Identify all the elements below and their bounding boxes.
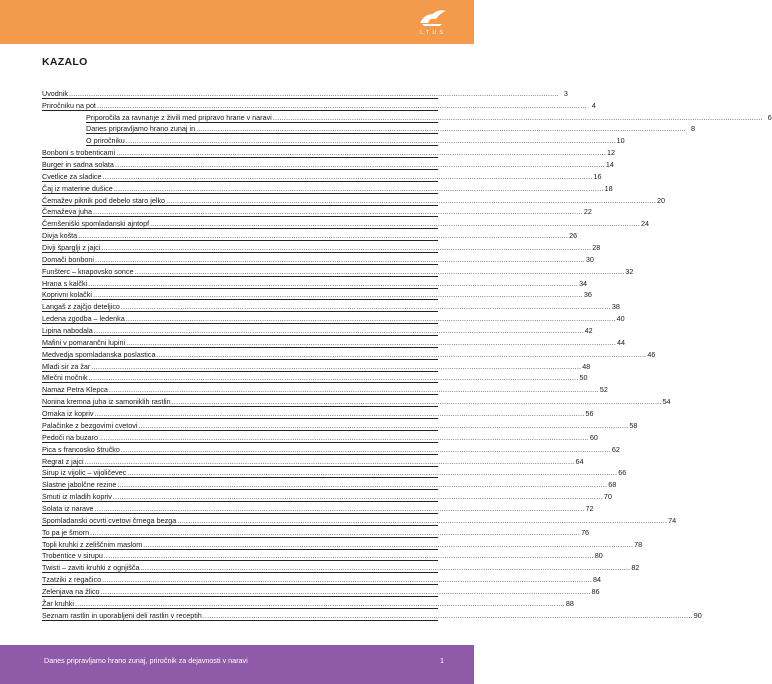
toc-entry[interactable] xyxy=(42,146,616,158)
toc-entry[interactable] xyxy=(42,182,613,194)
toc-entry-label: Priročniku na pot xyxy=(42,100,96,110)
toc-entry-label: Trobentice v sirupu xyxy=(42,551,103,561)
toc-entry-page: 58 xyxy=(629,420,638,430)
toc-entry-label: O priročniku xyxy=(86,136,125,146)
toc-entry[interactable] xyxy=(42,241,601,253)
toc-dot-leader xyxy=(127,468,617,477)
toc-dot-leader xyxy=(273,113,763,122)
toc-entry-page: 78 xyxy=(634,539,643,549)
toc-dot-leader xyxy=(121,445,611,454)
toc-entry[interactable] xyxy=(42,597,574,609)
toc-entry-label: Medvedja spomladanska poslastica xyxy=(42,349,156,359)
toc-entry-page: 18 xyxy=(604,183,613,193)
toc-entry[interactable] xyxy=(42,324,593,336)
toc-dot-leader xyxy=(114,184,604,193)
toc-entry-label: Seznam rastlin in uporabljeni deli rastlin v receptih xyxy=(42,610,202,620)
toc-entry-label: Danes pripravljamo hrano zunaj in xyxy=(86,124,196,134)
toc-entry-page: 72 xyxy=(585,503,594,513)
toc-entry-label: Bonboni s trobenticami xyxy=(42,148,116,158)
toc-entry-label: Cvetlice za sladice xyxy=(42,171,102,181)
toc-entry[interactable] xyxy=(42,158,614,170)
toc-entry-label: Pica s francosko štručko xyxy=(42,444,120,454)
toc-entry[interactable] xyxy=(42,217,649,229)
toc-entry[interactable] xyxy=(42,87,568,99)
toc-entry[interactable] xyxy=(42,312,625,324)
toc-entry-page: 56 xyxy=(585,409,594,419)
toc-entry-label: Divji šparglji z jajci xyxy=(42,243,101,253)
toc-entry-label: Domači bonboni xyxy=(42,254,94,264)
toc-entry[interactable] xyxy=(42,289,592,301)
toc-dot-leader xyxy=(95,255,585,264)
toc-entry-label: Čemaževa juha xyxy=(42,207,92,217)
toc-entry-page: 8 xyxy=(691,124,695,134)
toc-entry[interactable] xyxy=(42,99,596,111)
toc-entry[interactable] xyxy=(42,194,665,206)
toc-dot-leader xyxy=(88,279,578,288)
toc-entry-label: Mladi sir za žar xyxy=(42,361,91,371)
toc-entry-label: Funšterc – knapovsko sonce xyxy=(42,266,134,276)
toc-entry-label: Koprivni kolački xyxy=(42,290,92,300)
toc-entry-page: 20 xyxy=(656,195,665,205)
toc-entry[interactable] xyxy=(42,336,626,348)
toc-dot-leader xyxy=(103,172,593,181)
toc-entry-label: Twisti – zaviti kruhki z ognjišča xyxy=(42,563,140,573)
toc-entry-page: 26 xyxy=(569,231,578,241)
toc-dot-leader xyxy=(91,362,581,371)
toc-dot-leader xyxy=(104,551,594,560)
toc-entry-page: 48 xyxy=(582,361,591,371)
toc-dot-leader xyxy=(135,267,625,276)
toc-entry-page: 34 xyxy=(579,278,588,288)
toc-dot-leader xyxy=(97,101,587,110)
toc-entry-label: Langaš z zajčjo deteljico xyxy=(42,302,120,312)
toc-entry-page: 10 xyxy=(616,136,625,146)
toc-entry-page: 70 xyxy=(603,492,612,502)
toc-entry[interactable] xyxy=(42,265,634,277)
footer-page-number: 1 xyxy=(440,656,444,665)
toc-entry-label: Solata iz narave xyxy=(42,503,94,513)
toc-entry[interactable] xyxy=(86,134,625,146)
toc-dot-leader xyxy=(69,89,559,98)
toc-entry-label: Ledena zgodba – ledenka xyxy=(42,314,125,324)
toc-dot-leader xyxy=(94,326,584,335)
toc-entry[interactable] xyxy=(42,526,590,538)
toc-entry-page: 80 xyxy=(594,551,603,561)
toc-entry-label: Priporočila za ravnanje z živili med pripravo hrane v naravi xyxy=(86,112,272,122)
toc-entry-page: 46 xyxy=(647,349,656,359)
toc-entry[interactable] xyxy=(42,419,638,431)
toc-dot-leader xyxy=(99,433,589,442)
toc-dot-leader xyxy=(166,196,656,205)
toc-entry[interactable] xyxy=(42,573,602,585)
toc-entry[interactable] xyxy=(42,253,594,265)
toc-entry-label: Omaka iz kopriv xyxy=(42,409,94,419)
toc-entry[interactable] xyxy=(42,443,620,455)
toc-dot-leader xyxy=(101,243,591,252)
toc-entry[interactable] xyxy=(42,467,627,479)
toc-entry[interactable] xyxy=(86,111,772,123)
toc-entry-label: Žar kruhki xyxy=(42,598,74,608)
toc-dot-leader xyxy=(90,528,580,537)
toc-dot-leader xyxy=(75,599,565,608)
toc-dot-leader xyxy=(140,563,630,572)
toc-dot-leader xyxy=(109,385,599,394)
toc-entry-page: 54 xyxy=(662,397,671,407)
toc-entry[interactable] xyxy=(42,383,608,395)
toc-dot-leader xyxy=(116,148,606,157)
toc-dot-leader xyxy=(113,492,603,501)
toc-entry-page: 86 xyxy=(591,586,600,596)
toc-entry[interactable] xyxy=(42,206,592,218)
toc-entry-page: 4 xyxy=(591,100,596,110)
toc-dot-leader xyxy=(126,338,616,347)
toc-entry-label: Pedoči na buzaro xyxy=(42,432,98,442)
toc-dot-leader xyxy=(126,314,616,323)
toc-dot-leader xyxy=(85,457,575,466)
toc-entry-page: 68 xyxy=(608,480,617,490)
toc-entry-label: To pa je šmorn xyxy=(42,527,90,537)
toc-entry-page: 84 xyxy=(593,575,602,585)
toc-entry-page: 50 xyxy=(579,373,588,383)
toc-dot-leader xyxy=(95,504,585,513)
toc-entry[interactable] xyxy=(42,455,584,467)
toc-entry-page: 28 xyxy=(592,243,601,253)
toc-entry-label: Topli kruhki z zeliščnim maslom xyxy=(42,539,143,549)
toc-dot-leader xyxy=(150,219,640,228)
toc-entry-label: Spomladanski ocvrti cvetovi črnega bezga xyxy=(42,515,177,525)
toc-entry[interactable] xyxy=(42,490,612,502)
toc-entry-page: 22 xyxy=(583,207,592,217)
toc-entry[interactable] xyxy=(42,372,588,384)
toc-dot-leader xyxy=(121,302,611,311)
footer-band xyxy=(0,645,474,684)
toc-entry[interactable] xyxy=(42,395,671,407)
toc-entry[interactable] xyxy=(42,277,588,289)
toc-entry-page: 44 xyxy=(617,337,626,347)
toc-dot-leader xyxy=(95,409,585,418)
toc-entry-page: 82 xyxy=(631,563,640,573)
toc-entry-label: Sirup iz vijolic – vijoličevec xyxy=(42,468,127,478)
toc-entry[interactable] xyxy=(42,348,656,360)
toc-entry-label: Uvodnik xyxy=(42,88,68,98)
toc-entry-page: 6 xyxy=(767,112,772,122)
toc-dot-leader xyxy=(78,231,568,240)
toc-entry[interactable] xyxy=(42,550,603,562)
bird-logo-icon xyxy=(410,5,454,31)
toc-entry[interactable] xyxy=(42,514,677,526)
toc-dot-leader xyxy=(101,587,591,596)
toc-entry-label: Černšeniški spomladanski ajntopf xyxy=(42,219,150,229)
toc-entry-page: 66 xyxy=(618,468,627,478)
toc-dot-leader xyxy=(126,136,616,145)
toc-dot-leader xyxy=(93,207,583,216)
toc-entry-page: 90 xyxy=(693,610,702,620)
toc-entry-page: 14 xyxy=(605,160,614,170)
toc-entry-page: 24 xyxy=(641,219,649,229)
toc-entry-label: Mafini v pomarančni lupini xyxy=(42,337,126,347)
toc-entry-page: 16 xyxy=(593,171,602,181)
toc-entry-page: 42 xyxy=(584,326,593,336)
toc-entry[interactable] xyxy=(42,300,620,312)
table-of-contents xyxy=(42,87,772,621)
toc-entry-page: 88 xyxy=(565,598,574,608)
header-band xyxy=(0,0,474,44)
toc-entry-page: 30 xyxy=(585,254,594,264)
toc-entry-page: 60 xyxy=(589,432,598,442)
toc-entry-page: 62 xyxy=(611,444,620,454)
toc-dot-leader xyxy=(203,611,693,620)
toc-entry-label: Namaz Petra Klepca xyxy=(42,385,108,395)
toc-entry[interactable] xyxy=(42,170,602,182)
toc-entry[interactable] xyxy=(42,585,600,597)
toc-dot-leader xyxy=(115,160,605,169)
toc-entry-label: Hrana s kalčki xyxy=(42,278,88,288)
toc-dot-leader xyxy=(117,480,607,489)
toc-entry-label: Slastne jabolčne rezine xyxy=(42,480,117,490)
toc-entry-label: Zelenjava na žlico xyxy=(42,586,100,596)
toc-entry-label: Smuti iz mladih kopriv xyxy=(42,492,112,502)
toc-entry[interactable] xyxy=(86,123,695,135)
toc-entry[interactable] xyxy=(42,478,617,490)
toc-dot-leader xyxy=(196,124,686,133)
toc-entry-page: 40 xyxy=(616,314,625,324)
toc-entry-label: Palačinke z bezgovimi cvetovi xyxy=(42,420,138,430)
toc-dot-leader xyxy=(177,516,667,525)
toc-entry-page: 38 xyxy=(611,302,620,312)
toc-entry-label: Lipina nabodala xyxy=(42,326,93,336)
toc-entry-label: Čaj iz materine dušice xyxy=(42,183,113,193)
toc-dot-leader xyxy=(93,290,583,299)
toc-entry[interactable] xyxy=(42,431,598,443)
logo xyxy=(410,5,454,39)
toc-entry-label: Divja košta xyxy=(42,231,78,241)
toc-entry[interactable] xyxy=(42,407,594,419)
toc-entry-page: 52 xyxy=(599,385,608,395)
toc-entry-page: 74 xyxy=(668,515,677,525)
toc-entry[interactable] xyxy=(42,360,591,372)
toc-entry[interactable] xyxy=(42,229,578,241)
toc-entry-page: 36 xyxy=(583,290,592,300)
toc-entry-page: 12 xyxy=(607,148,616,158)
toc-entry-page: 3 xyxy=(563,88,568,98)
toc-dot-leader xyxy=(138,421,628,430)
toc-entry[interactable] xyxy=(42,538,643,550)
toc-entry-label: Regrat z jajci xyxy=(42,456,84,466)
toc-entry-page: 32 xyxy=(625,266,634,276)
toc-dot-leader xyxy=(102,575,592,584)
toc-dot-leader xyxy=(143,540,633,549)
toc-entry-label: Čemažev piknik pod debelo staro jelko xyxy=(42,195,166,205)
logo-text: L T U S xyxy=(420,30,444,36)
toc-entry-page: 64 xyxy=(575,456,584,466)
footer-title: Danes pripravljamo hrano zunaj, priročnik za dejavnosti v naravi xyxy=(44,656,248,665)
toc-entry-label: Burger in sadna solata xyxy=(42,160,114,170)
toc-entry-page: 76 xyxy=(581,527,590,537)
toc-entry[interactable] xyxy=(42,502,594,514)
toc-entry-label: Nonina kremna juha iz samoniklih rastlin xyxy=(42,397,171,407)
toc-entry-label: Mlečni močnik xyxy=(42,373,88,383)
toc-dot-leader xyxy=(89,373,579,382)
toc-entry[interactable] xyxy=(42,561,640,573)
toc-dot-leader xyxy=(172,397,662,406)
toc-entry-label: Tzatziki z regačico xyxy=(42,575,102,585)
page-title: KAZALO xyxy=(42,56,88,68)
toc-entry[interactable] xyxy=(42,609,702,621)
toc-dot-leader xyxy=(156,350,646,359)
